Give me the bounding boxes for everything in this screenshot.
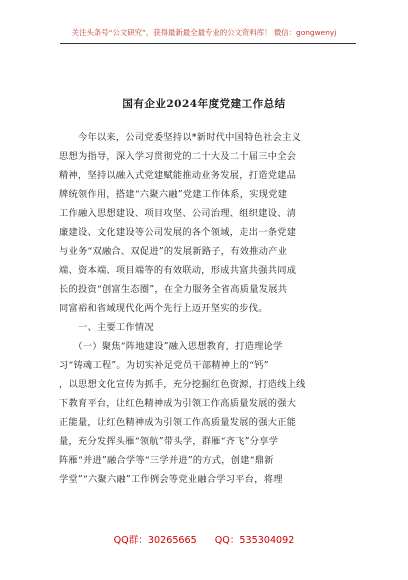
document-body <box>59 128 353 489</box>
footer-qq: QQ：535304092 <box>214 535 295 546</box>
body-line: 精神，坚持以融入式党建赋能推动业务发展，打造党建品 <box>59 170 297 181</box>
body-line: 工作融入思想建设、项目攻坚、公司治理、组织建设、清 <box>59 208 297 219</box>
header-watermark-note: 关注头条号“公文研究”，获得最新最全最专业的公文资料库！ 微信：gongwenyj <box>71 28 337 37</box>
body-line: ，以思想文化宣传为抓手，充分挖掘红色资源，打造线上线 <box>59 379 306 390</box>
body-line: 量，充分发挥头雁“领航”带头学，群雁“齐飞”分享学 <box>59 436 279 447</box>
section-heading: 一、主要工作情况 <box>59 322 154 333</box>
body-line: （一）聚焦“阵地建设”融入思想教育，打造理论学 <box>59 341 283 352</box>
body-line: 阵雁“并进”融合学等“三学并进”的方式，创建“鼎新 <box>59 455 274 466</box>
body-line: 学堂”“六聚六融”工作例会等党业融合学习平台，将理 <box>59 474 283 485</box>
body-line: 廉建设、文化建设等公司发展的各个领域，走出一条党建 <box>59 227 297 238</box>
body-line: 同富裕和省域现代化两个先行上迈开坚实的步伐。 <box>59 303 268 314</box>
body-line: 今年以来，公司党委坚持以*新时代中国特色社会主义 <box>59 132 302 143</box>
header-rule <box>60 43 356 44</box>
document-title: 国有企业2024年度党建工作总结 <box>122 98 286 110</box>
footer-qq-group: QQ群：30265665 <box>113 535 197 546</box>
body-line: 长的投资“创富生态圈”，在全力服务全省高质量发展共 <box>59 284 288 295</box>
body-line: 与业务“双融合、双促进”的发展新路子，有效推动产业 <box>59 246 288 257</box>
body-line: 正能量，让红色精神成为引领工作高质量发展的强大正能 <box>59 417 297 428</box>
body-line: 思想为指导，深入学习贯彻党的二十大及二十届三中全会 <box>59 151 297 162</box>
body-line: 习“铸魂工程”。为切实补足党员干部精神上的“钙” <box>59 360 269 371</box>
footer-contact <box>0 532 408 546</box>
body-line: 端、资本端、项目端等的有效联动，形成共富共强共同成 <box>59 265 297 276</box>
body-line: 牌统领作用，搭建“六聚六融”党建工作体系，实现党建 <box>59 189 288 200</box>
body-line: 下教育平台，让红色精神成为引领工作高质量发展的强大 <box>59 398 297 409</box>
